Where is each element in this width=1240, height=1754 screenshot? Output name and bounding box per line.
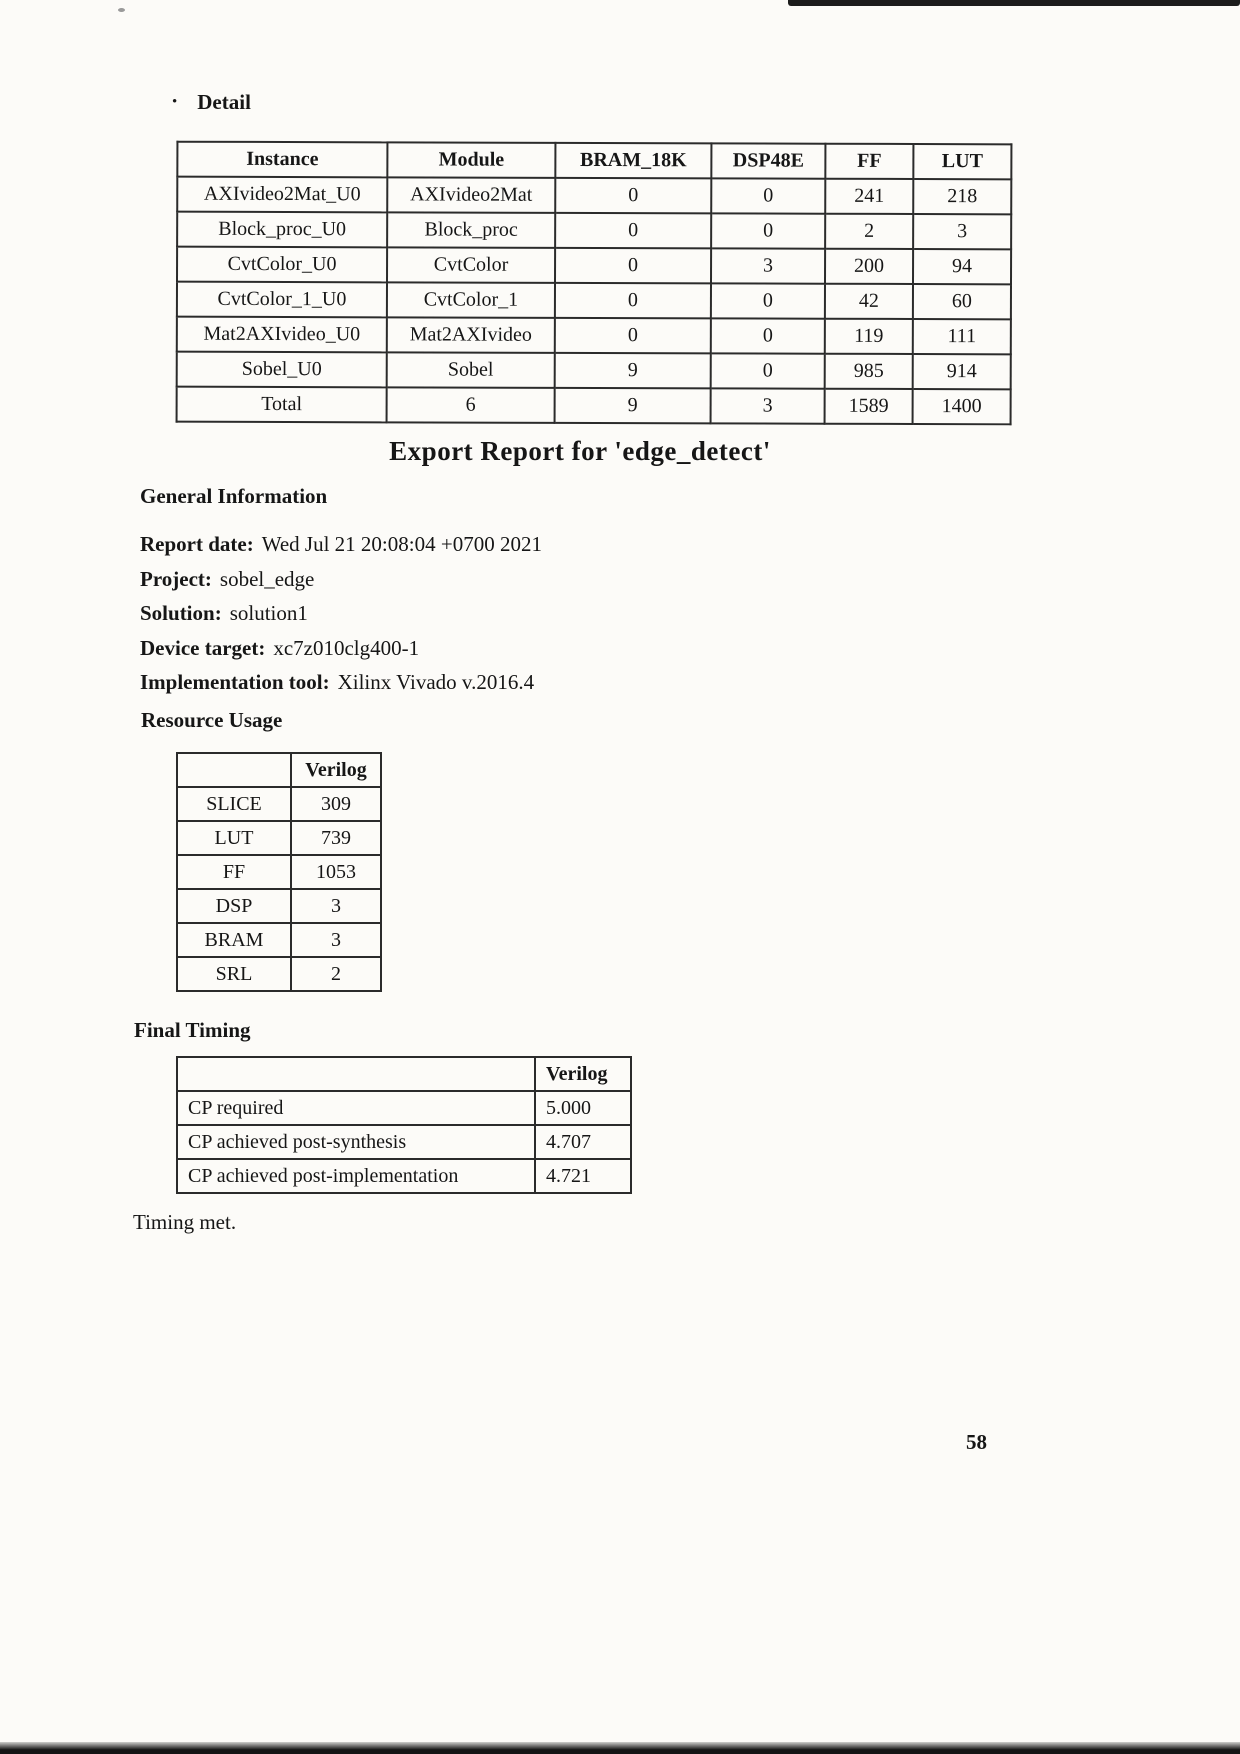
table-row (177, 787, 381, 821)
timing-header-cell: Verilog (535, 1057, 631, 1091)
detail-table (176, 141, 1013, 426)
table-cell: 985 (825, 354, 913, 389)
table-cell: LUT (177, 821, 291, 855)
table-cell: 3 (711, 248, 825, 283)
table-cell: 0 (555, 248, 711, 283)
table-cell: Sobel (387, 352, 555, 388)
table-cell: Mat2AXIvideo_U0 (177, 317, 387, 353)
table-cell: DSP (177, 889, 291, 923)
table-cell: SLICE (177, 787, 291, 821)
resource-usage-table (176, 752, 382, 992)
table-cell: 0 (555, 283, 711, 318)
info-field-value: solution1 (229, 601, 308, 625)
table-cell: 0 (711, 283, 825, 318)
info-field-value: sobel_edge (219, 566, 315, 591)
table-cell: CvtColor_U0 (177, 247, 387, 283)
info-field-device-target (140, 631, 542, 666)
timing-met-note: Timing met. (133, 1210, 237, 1234)
table-cell: Mat2AXIvideo (387, 317, 555, 353)
table-cell: CP required (177, 1091, 535, 1125)
table-cell: 111 (913, 319, 1011, 354)
table-cell: Total (177, 387, 387, 423)
timing-table-header-row (177, 1057, 631, 1091)
table-cell: 309 (291, 787, 381, 821)
table-cell: SRL (177, 957, 291, 991)
table-cell: 739 (291, 821, 381, 855)
detail-heading (172, 90, 251, 115)
general-information-fields (140, 527, 542, 700)
table-row (177, 177, 1011, 215)
detail-header-cell: BRAM_18K (555, 143, 711, 178)
table-cell: Block_proc_U0 (177, 212, 387, 248)
table-cell: 0 (555, 178, 711, 213)
empty-header-cell (177, 1057, 535, 1091)
empty-header-cell (177, 753, 291, 787)
table-cell: 0 (711, 178, 825, 213)
table-row (177, 352, 1011, 390)
info-field-label: Implementation tool: (140, 670, 330, 694)
info-field-label: Project: (140, 566, 212, 591)
table-cell: 0 (711, 318, 825, 353)
info-field-label: Device target: (140, 635, 266, 660)
detail-table-header-row (177, 142, 1011, 180)
table-cell: 3 (291, 889, 381, 923)
table-row (177, 1159, 631, 1193)
table-cell: 914 (913, 354, 1011, 389)
table-row (177, 855, 381, 889)
resource-usage-heading: Resource Usage (141, 708, 283, 732)
info-field-report-date (140, 527, 542, 562)
table-cell: 241 (825, 179, 913, 214)
scan-artifact-top (788, 0, 1240, 6)
table-cell: 6 (387, 387, 555, 423)
table-cell: 119 (825, 319, 913, 354)
table-cell: 1053 (291, 855, 381, 889)
table-row (177, 821, 381, 855)
table-cell: 0 (711, 353, 825, 388)
page-number: 58 (966, 1430, 987, 1454)
table-row (177, 247, 1011, 285)
table-cell: 2 (291, 957, 381, 991)
detail-header-cell: Instance (177, 142, 387, 178)
table-cell: Sobel_U0 (177, 352, 387, 388)
table-row (177, 889, 381, 923)
table-row-total (177, 387, 1011, 425)
info-field-project (140, 562, 542, 597)
table-row (177, 1125, 631, 1159)
bullet-icon: • (172, 94, 178, 110)
table-row (177, 282, 1011, 320)
resource-header-cell: Verilog (291, 753, 381, 787)
table-cell: 9 (555, 388, 711, 423)
table-cell: 9 (555, 353, 711, 388)
table-cell: BRAM (177, 923, 291, 957)
table-cell: 1400 (913, 389, 1011, 424)
table-cell: 0 (555, 213, 711, 248)
table-cell: CP achieved post-synthesis (177, 1125, 535, 1159)
table-cell: 1589 (825, 389, 913, 424)
table-cell: 3 (711, 388, 825, 423)
table-cell: 4.707 (535, 1125, 631, 1159)
table-cell: 218 (913, 179, 1011, 214)
table-cell: Block_proc (387, 212, 555, 248)
table-cell: 2 (825, 214, 913, 249)
table-cell: 0 (555, 318, 711, 353)
detail-heading-label: Detail (197, 90, 251, 114)
table-cell: 94 (913, 249, 1011, 284)
info-field-value: Xilinx Vivado v.2016.4 (337, 670, 535, 694)
table-row (177, 1091, 631, 1125)
info-field-implementation-tool (140, 665, 542, 700)
table-cell: CvtColor (387, 247, 555, 283)
table-cell: 5.000 (535, 1091, 631, 1125)
scan-artifact-bottom (0, 1742, 1240, 1754)
table-cell: 3 (291, 923, 381, 957)
detail-header-cell: LUT (913, 144, 1011, 179)
info-field-solution (140, 596, 542, 631)
table-cell: CvtColor_1_U0 (177, 282, 387, 318)
final-timing-heading: Final Timing (134, 1018, 251, 1042)
scan-artifact-speck (118, 8, 125, 12)
detail-header-cell: DSP48E (711, 143, 825, 178)
table-cell: 42 (825, 284, 913, 319)
table-cell: FF (177, 855, 291, 889)
detail-header-cell: Module (387, 142, 555, 178)
info-field-value: xc7z010clg400-1 (273, 635, 420, 660)
table-cell: 0 (711, 213, 825, 248)
table-row (177, 923, 381, 957)
table-cell: AXIvideo2Mat_U0 (177, 177, 387, 213)
table-cell: 200 (825, 249, 913, 284)
general-information-heading: General Information (140, 484, 328, 508)
table-row (177, 957, 381, 991)
table-cell: 3 (913, 214, 1011, 249)
table-cell: 60 (913, 284, 1011, 319)
table-cell: CvtColor_1 (387, 282, 555, 318)
detail-header-cell: FF (825, 144, 913, 179)
table-cell: AXIvideo2Mat (387, 177, 555, 213)
report-title: Export Report for 'edge_detect' (389, 436, 771, 466)
table-row (177, 212, 1011, 250)
info-field-value: Wed Jul 21 20:08:04 +0700 2021 (261, 532, 542, 556)
final-timing-table (176, 1056, 632, 1194)
table-cell: CP achieved post-implementation (177, 1159, 535, 1193)
info-field-label: Report date: (140, 532, 254, 556)
table-cell: 4.721 (535, 1159, 631, 1193)
info-field-label: Solution: (140, 601, 222, 625)
resource-table-header-row (177, 753, 381, 787)
table-row (177, 317, 1011, 355)
